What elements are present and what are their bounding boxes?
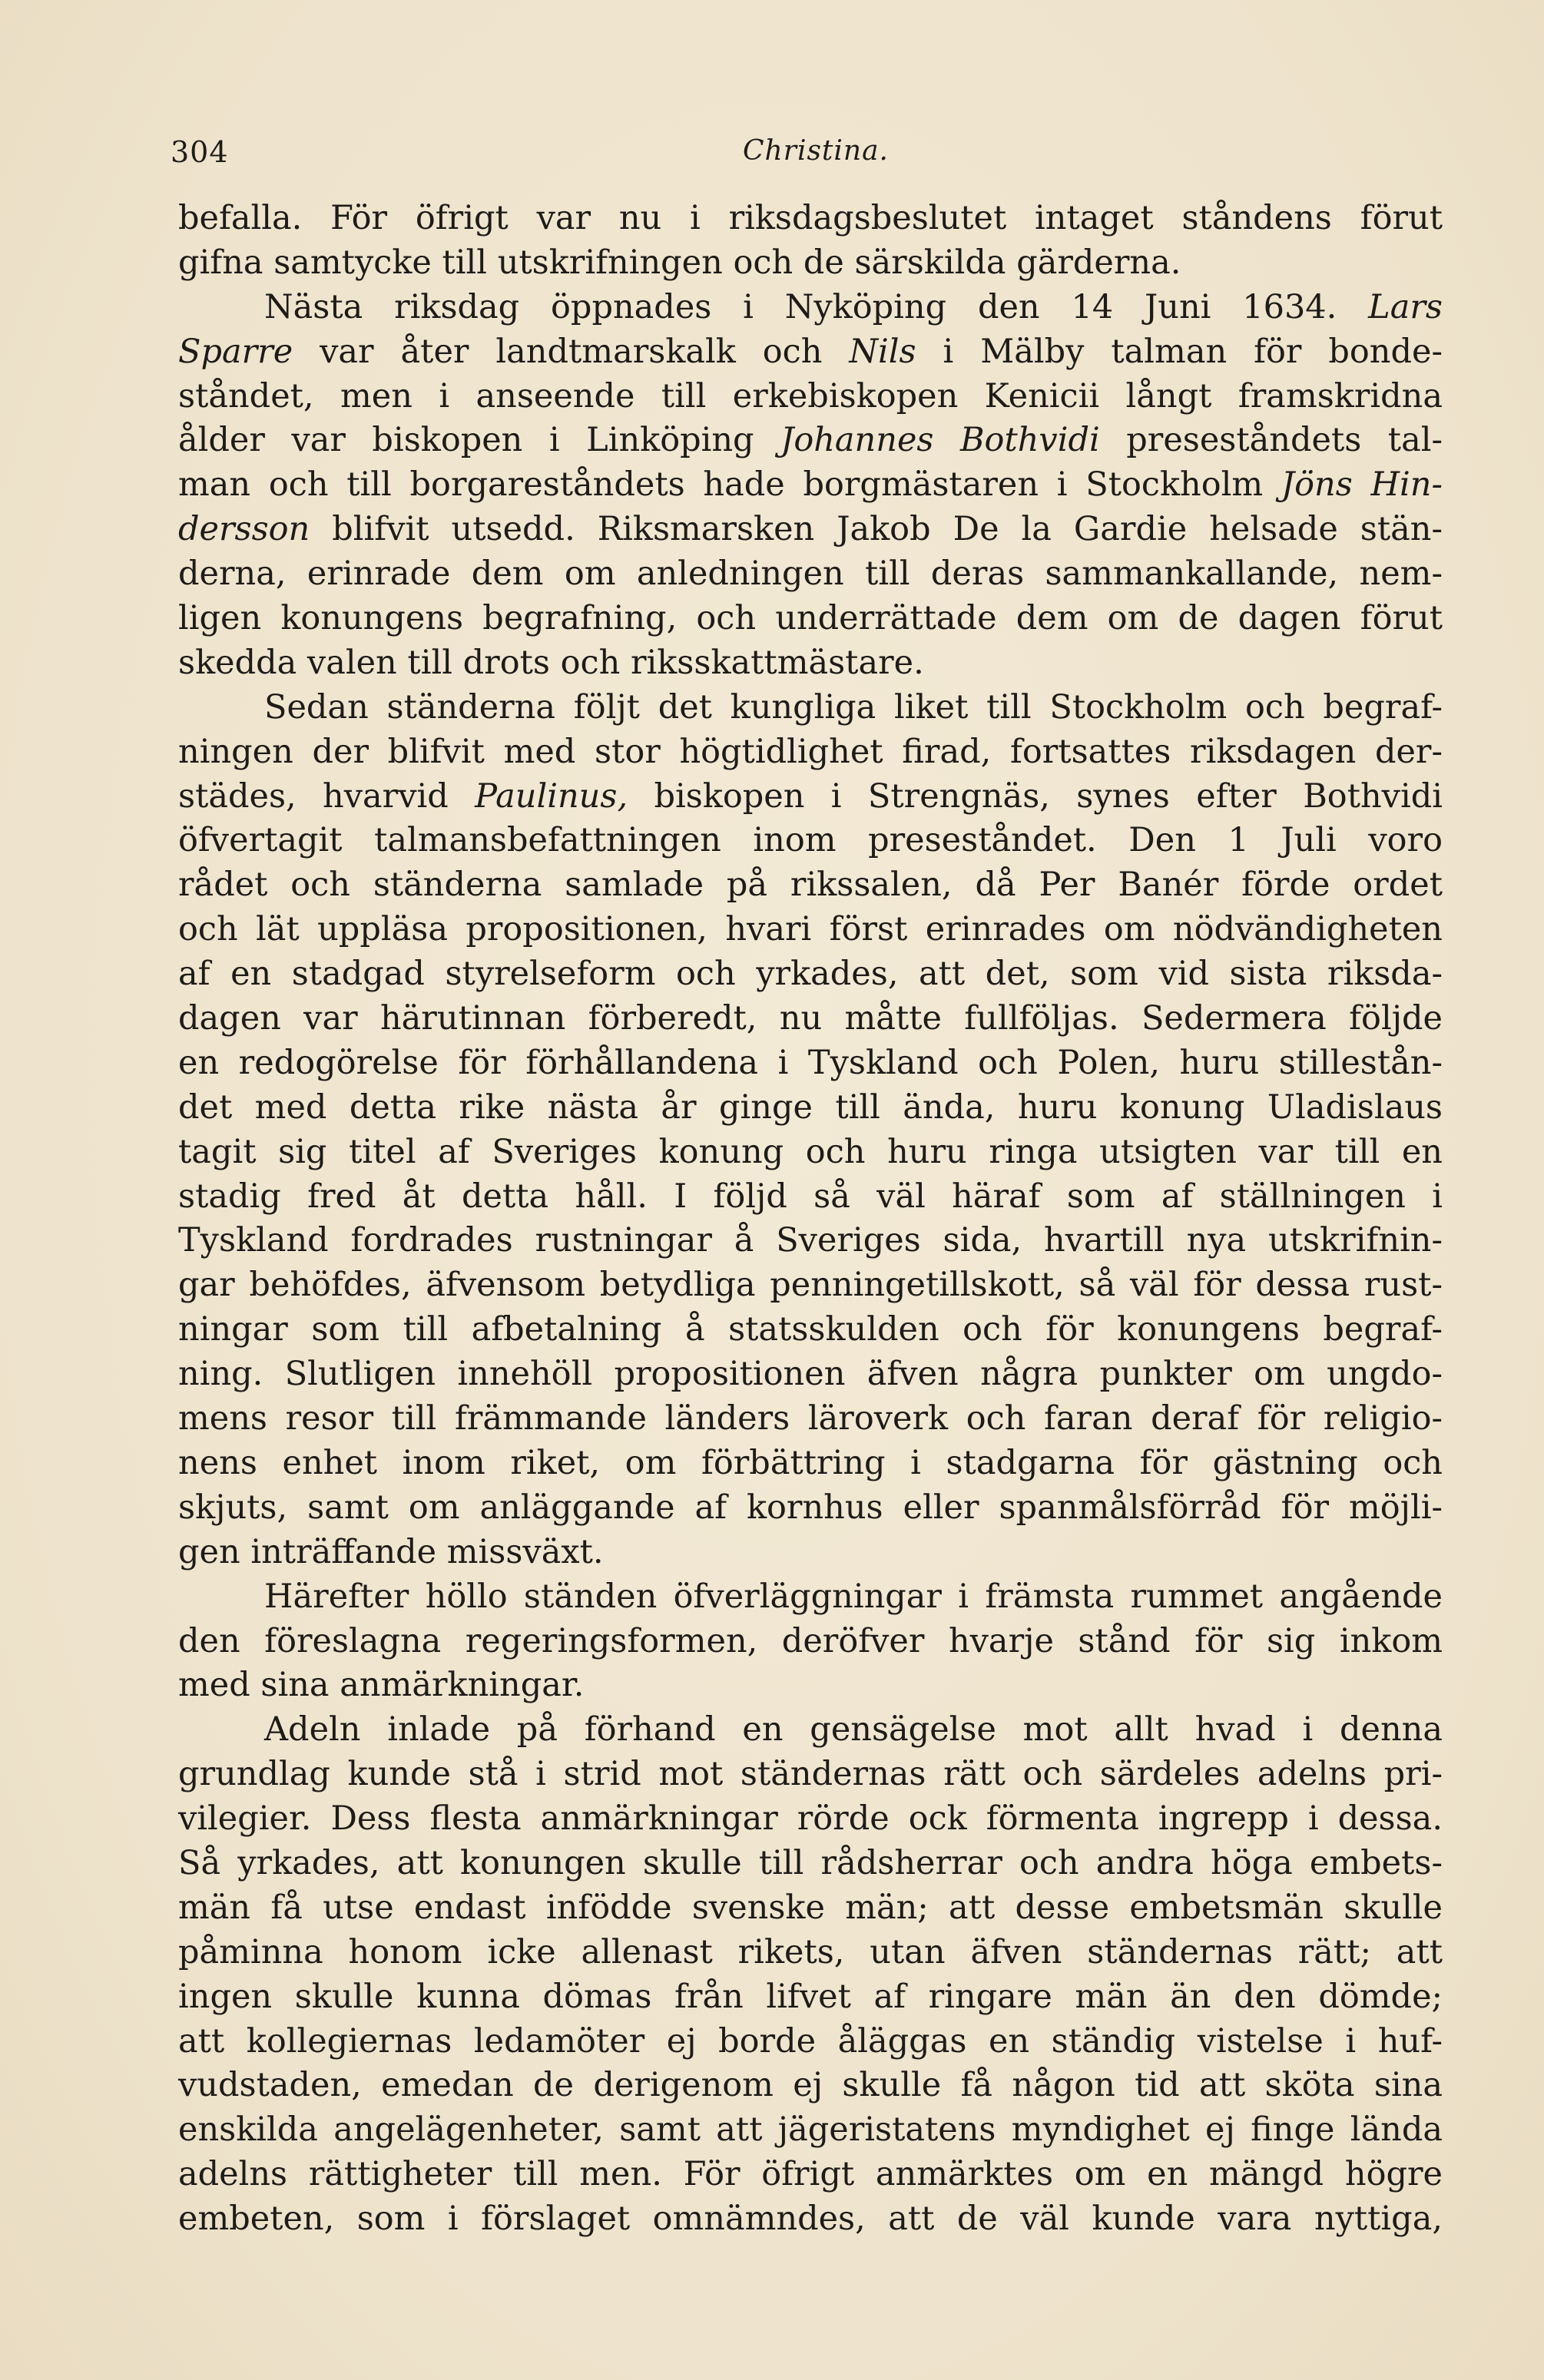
text-line [178, 1975, 1443, 2020]
page-number: 304 [171, 135, 229, 169]
text-line [178, 1886, 1443, 1931]
text-segment: Sedan ständerna följt det kungliga liket till Stockholm och begraf- [264, 687, 1443, 727]
text-segment: befalla. För öfrigt var nu i riksdagsbeslutet intaget ståndens förut [178, 199, 1443, 237]
text-line [178, 1753, 1443, 1797]
text-segment: ningen der blifvit med stor högtidlighet firad, fortsattes riksdagen der- [178, 732, 1443, 771]
text-line [178, 686, 1443, 730]
text-line [178, 1842, 1443, 1886]
text-line [178, 863, 1443, 908]
text-segment: ningar som till afbetalning å statsskulden och för konungens begraf- [178, 1310, 1443, 1349]
text-line [178, 508, 1443, 552]
text-line [178, 419, 1443, 463]
text-segment: tagit sig titel af Sveriges konung och huru ringa utsigten var till en [178, 1132, 1443, 1171]
text-segment: grundlag kunde stå i strid mot ständernas rätt och särdeles adelns pri- [178, 1755, 1443, 1794]
text-segment: rådet och ständerna samlade på rikssalen, då Per Banér förde ordet [178, 866, 1443, 905]
text-segment: embeten, som i förslaget omnämndes, att de väl kunde vara nyttiga, [178, 2200, 1443, 2239]
text-line [178, 952, 1443, 997]
text-segment: preseståndets tal- [1099, 421, 1443, 460]
text-segment: ålder var biskopen i Linköping [178, 421, 781, 460]
text-segment: enskilda angelägenheter, samt att jägeristatens myndighet ej finge lända [178, 2110, 1443, 2150]
text-segment: påminna honom icke allenast rikets, utan äfven ständernas rätt; att [178, 1932, 1443, 1971]
text-line [178, 1442, 1443, 1486]
text-segment: nens enhet inom riket, om förbättring i stadgarna för gästning och [178, 1443, 1443, 1482]
italic-name: Lars [1368, 287, 1443, 326]
text-line [178, 1575, 1443, 1620]
text-segment: ingen skulle kunna dömas från lifvet af ringare män än den dömde; [178, 1977, 1443, 2016]
text-segment: ståndet, men i anseende till erkebiskopen Kenicii långt framskridna [178, 376, 1443, 415]
text-segment: derna, erinrade dem om anledningen till deras sammankallande, nem- [178, 554, 1443, 594]
text-segment: en redogörelse för förhållandena i Tyskland och Polen, huru stillestån- [178, 1043, 1443, 1082]
text-line [178, 908, 1443, 952]
text-segment: blifvit utsedd. Riksmarsken Jakob De la Gardie helsade stän- [310, 510, 1443, 549]
text-segment: Så yrkades, att konungen skulle till rådsherrar och andra höga embets- [178, 1843, 1443, 1882]
italic-name: Paulinus, [475, 776, 628, 816]
italic-name: Nils [849, 332, 916, 371]
text-line [178, 197, 1443, 241]
text-segment: Nästa riksdag öppnades i Nyköping den 14 Juni 1634. [264, 287, 1369, 326]
page-header [171, 135, 1446, 181]
italic-name: Sparre [178, 332, 293, 371]
text-line [178, 1219, 1443, 1263]
text-line [178, 1620, 1443, 1664]
text-line [178, 330, 1443, 375]
text-line [178, 641, 1443, 686]
text-line [178, 286, 1443, 330]
text-line [178, 463, 1443, 508]
text-line [178, 1663, 1443, 1708]
text-line [178, 1086, 1443, 1130]
text-segment: gen inträffande missväxt. [178, 1532, 604, 1571]
text-segment: och lät uppläsa propositionen, hvari först erinrades om nödvändigheten [178, 910, 1443, 949]
text-segment: gifna samtycke till utskrifningen och de särskilda gärderna. [178, 243, 1181, 282]
text-segment: ning. Slutligen innehöll propositionen äfven några punkter om ungdo- [178, 1355, 1443, 1394]
text-line [178, 1397, 1443, 1442]
text-line [178, 1263, 1443, 1308]
text-line [178, 1175, 1443, 1220]
text-line [178, 2064, 1443, 2108]
italic-name: dersson [178, 510, 310, 549]
text-line [178, 819, 1443, 863]
text-line [178, 1308, 1443, 1352]
text-line [178, 1708, 1443, 1753]
text-line [178, 241, 1443, 286]
text-line [178, 1352, 1443, 1397]
text-line [178, 375, 1443, 419]
text-segment: vudstaden, emedan de derigenom ej skulle få någon tid att sköta sina [178, 2066, 1443, 2105]
text-segment: skjuts, samt om anläggande af kornhus eller spanmålsförråd för möjli- [178, 1488, 1443, 1527]
italic-name: Johannes Bothvidi [780, 421, 1100, 460]
text-segment: öfvertagit talmansbefattningen inom preseståndet. Den 1 Juli voro [178, 821, 1443, 860]
text-segment: ligen konungens begrafning, och underrättade dem om de dagen förut [178, 599, 1443, 638]
italic-name: Jöns Hin- [1281, 465, 1443, 505]
text-line [178, 997, 1443, 1041]
text-line [178, 775, 1443, 819]
text-line [178, 1797, 1443, 1842]
text-line [178, 1486, 1443, 1531]
text-segment: män få utse endast infödde svenske män; att desse embetsmän skulle [178, 1888, 1443, 1927]
text-segment: att kollegiernas ledamöter ej borde åläggas en ständig vistelse i huf- [178, 2021, 1443, 2061]
text-line [178, 597, 1443, 641]
text-line [178, 2197, 1443, 2242]
body-text [178, 197, 1443, 2242]
text-segment: dagen var härutinnan förberedt, nu måtte fullföljas. Sedermera följde [178, 999, 1443, 1038]
text-segment: af en stadgad styrelseform och yrkades, att det, som vid sista riksda- [178, 955, 1443, 994]
text-segment: det med detta rike nästa år ginge till ända, huru konung Uladislaus [178, 1087, 1443, 1127]
text-line [178, 1130, 1443, 1175]
text-segment: med sina anmärkningar. [178, 1666, 585, 1705]
text-segment: vilegier. Dess flesta anmärkningar rörde ock förmenta ingrepp i dessa. [178, 1799, 1443, 1839]
text-segment: gar behöfdes, äfvensom betydliga penningetillskott, så väl för dessa rust- [178, 1266, 1443, 1305]
text-segment: adelns rättigheter till men. För öfrigt anmärktes om en mängd högre [178, 2155, 1443, 2194]
text-line [178, 1041, 1443, 1086]
text-line [178, 2108, 1443, 2153]
text-segment: städes, hvarvid [178, 776, 475, 816]
text-line [178, 552, 1443, 597]
text-segment: stadig fred åt detta håll. I följd så väl häraf som af ställningen i [178, 1177, 1443, 1216]
text-segment: Härefter höllo ständen öfverläggningar i främsta rummet angående [264, 1577, 1443, 1616]
text-segment: Tyskland fordrades rustningar å Sveriges sida, hvartill nya utskrifnin- [178, 1221, 1443, 1260]
text-line [178, 1931, 1443, 1975]
text-segment: skedda valen till drots och riksskattmästare. [178, 643, 924, 682]
text-segment: mens resor till främmande länders läroverk och faran deraf för religio- [178, 1399, 1443, 1438]
text-segment: Adeln inlade på förhand en gensägelse mot allt hvad i denna [264, 1710, 1443, 1749]
text-line [178, 730, 1443, 775]
text-line [178, 1531, 1443, 1575]
text-segment: man och till borgareståndets hade borgmästaren i Stockholm [178, 465, 1281, 505]
running-title: Christina. [743, 135, 889, 167]
text-segment: var åter landtmarskalk och [293, 332, 850, 371]
text-line [178, 2020, 1443, 2064]
text-segment: biskopen i Strengnäs, synes efter Bothvidi [628, 776, 1443, 816]
text-segment: i Mälby talman för bonde- [916, 332, 1443, 371]
text-segment: den föreslagna regeringsformen, deröfver hvarje stånd för sig inkom [178, 1621, 1443, 1660]
text-line [178, 2153, 1443, 2197]
